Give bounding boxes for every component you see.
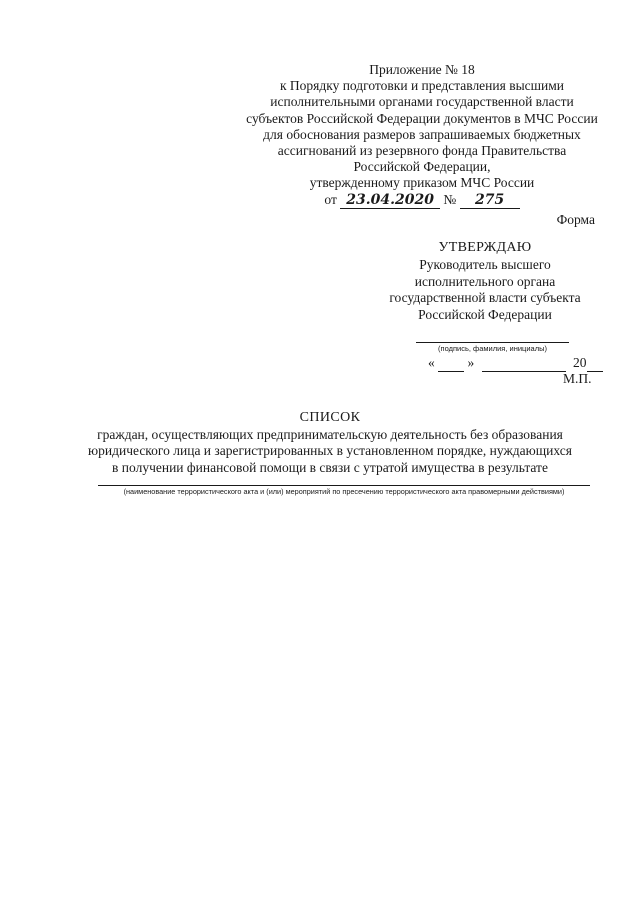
open-quote: « (428, 355, 435, 370)
approval-title: УТВЕРЖДАЮ (438, 240, 532, 255)
order-date-line (246, 192, 598, 209)
year-prefix: 20 (573, 355, 587, 370)
event-name-caption: (наименование террористического акта и (или) мероприятий по пресечению террористического акта правомерными действиями) (123, 487, 565, 496)
annex-title: Приложение № 18 (369, 62, 475, 77)
annex-line: утвержденному приказом МЧС России (309, 175, 535, 191)
list-title: СПИСОК (299, 410, 361, 425)
handwritten-order-date: 23.04.2020 (340, 193, 440, 209)
year-blank (587, 355, 603, 372)
annex-line: исполнительными органами государственной власти (270, 94, 574, 110)
approval-date-line (428, 355, 603, 372)
annex-line: субъектов Российской Федерации документов в МЧС России (246, 110, 598, 126)
annex-line: ассигнований из резервного фонда Правительства (277, 143, 567, 159)
approval-line: Российской Федерации (418, 306, 552, 322)
list-line: юридического лица и зарегистрированных в установленном порядке, нуждающихся (88, 443, 572, 459)
annex-header (246, 62, 598, 209)
form-label: Форма (556, 212, 595, 227)
signature-line (416, 342, 569, 343)
list-heading (80, 410, 580, 476)
list-line: граждан, осуществляющих предпринимательскую деятельность без образования (97, 427, 563, 443)
annex-line: к Порядку подготовки и представления высшими (279, 78, 565, 94)
annex-line: Российской Федерации, (353, 159, 491, 175)
approval-line: государственной власти субъекта (389, 290, 581, 306)
number-prefix: № (443, 191, 457, 207)
handwritten-order-number: 275 (460, 193, 520, 209)
stamp-label: М.П. (563, 371, 592, 386)
event-name-line (98, 485, 590, 486)
day-blank (438, 355, 464, 372)
signature-caption: (подпись, фамилия, инициалы) (438, 344, 547, 353)
approval-block (380, 240, 590, 323)
annex-line: для обоснования размеров запрашиваемых бюджетных (263, 126, 581, 142)
close-quote: » (467, 355, 475, 370)
date-prefix: от (324, 191, 337, 207)
month-blank (482, 355, 566, 372)
approval-line: Руководитель высшего (419, 257, 551, 273)
list-line: в получении финансовой помощи в связи с утратой имущества в результате (112, 459, 548, 475)
approval-line: исполнительного органа (414, 273, 556, 289)
